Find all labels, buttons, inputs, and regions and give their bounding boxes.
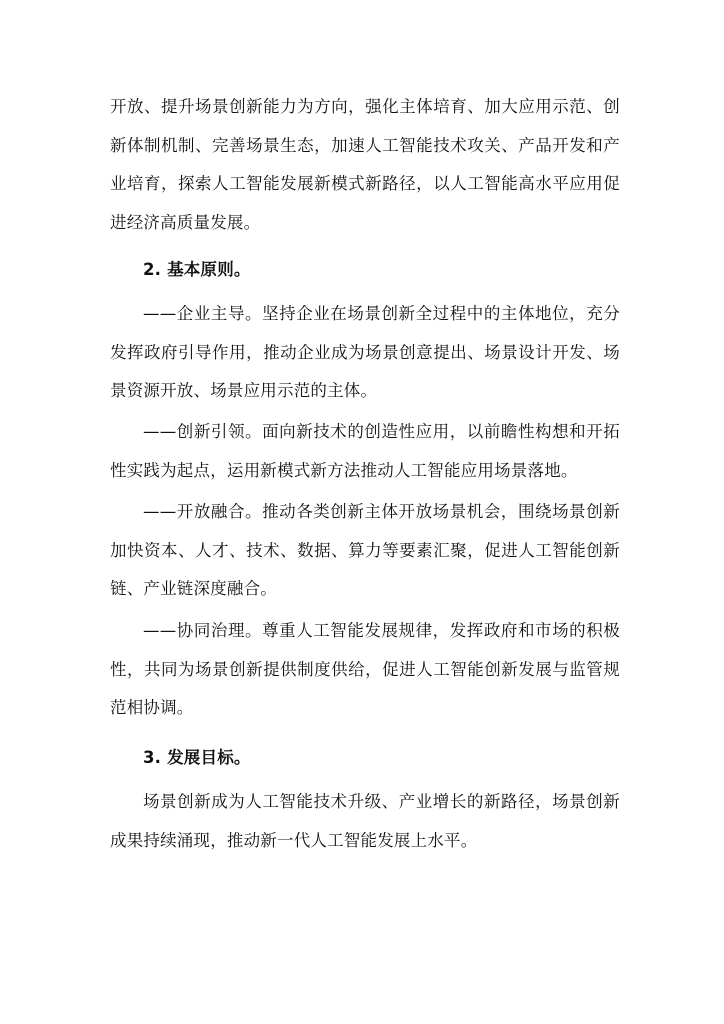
- paragraph-development-goals: 场景创新成为人工智能技术升级、产业增长的新路径，场景创新成果持续涌现，推动新一代人工智能发展上水平。: [110, 792, 620, 850]
- section-heading-development-goals: 3. 发展目标。: [143, 748, 251, 767]
- section-heading-basic-principles: 2. 基本原则。: [143, 260, 251, 279]
- paragraph-enterprise-led: ——企业主导。坚持企业在场景创新全过程中的主体地位，充分发挥政府引导作用，推动企业成为场景创意提出、场景设计开发、场景资源开放、场景应用示范的主体。: [110, 304, 620, 400]
- paragraph-intro-continuation: 开放、提升场景创新能力为方向，强化主体培育、加大应用示范、创新体制机制、完善场景生态，加速人工智能技术攻关、产品开发和产业培育，探索人工智能发展新模式新路径，以人工智能高水平应用促进经济高质量发展。: [110, 97, 620, 232]
- paragraph-collaborative-governance: ——协同治理。尊重人工智能发展规律，发挥政府和市场的积极性，共同为场景创新提供制度供给，促进人工智能创新发展与监管规范相协调。: [110, 621, 620, 717]
- paragraph-innovation-led: ——创新引领。面向新技术的创造性应用，以前瞻性构想和开拓性实践为起点，运用新模式新方法推动人工智能应用场景落地。: [110, 422, 620, 480]
- paragraph-open-integration: ——开放融合。推动各类创新主体开放场景机会，围绕场景创新加快资本、人才、技术、数据、算力等要素汇聚，促进人工智能创新链、产业链深度融合。: [110, 502, 620, 598]
